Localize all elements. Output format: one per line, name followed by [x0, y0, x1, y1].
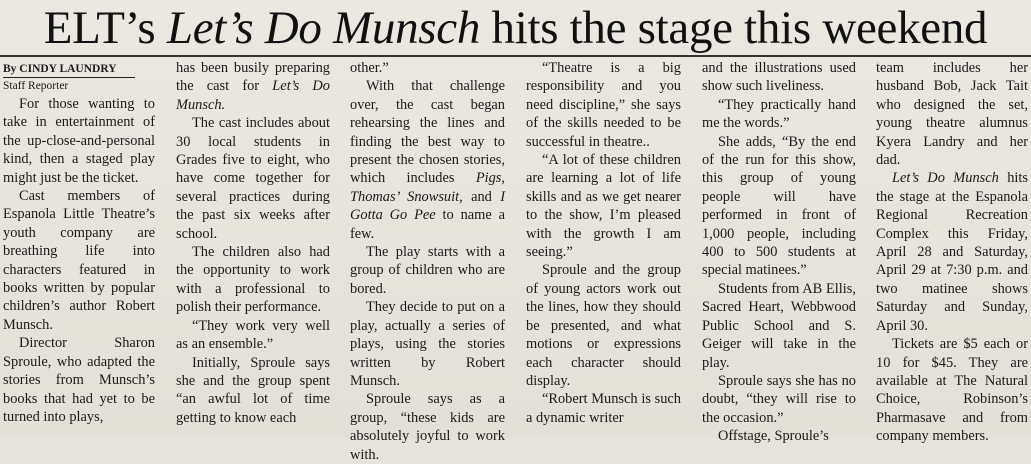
paragraph-text: has been busily preparing the cast for [176, 60, 330, 95]
paragraph: They decide to put on a play, actually a series of plays, using the stories written by Robert Munsch. [350, 299, 505, 389]
paragraph-text: With that challenge over, the cast began rehearsing the lines and finding the best way to present the chosen stories, which includes [350, 78, 505, 187]
paragraph-text: to name a few. [350, 207, 505, 242]
headline-rule [0, 55, 1031, 57]
column-3 [350, 59, 505, 464]
paragraph: Students from AB Ellis, Sacred Heart, Webbwood Public School and S. Geiger will take in the play. [702, 280, 856, 371]
paragraph [176, 59, 330, 114]
paragraph: “Robert Munsch is such a dynamic writer [526, 391, 681, 426]
paragraph: The play starts with a group of children who are bored. [350, 244, 505, 297]
play-title: Let’s Do Munsch. [176, 78, 330, 113]
paragraph: She adds, “By the end of the run for this show, this group of young people will have performed in front of 1,000 people, including 400 to 500 students at special matinees.” [702, 133, 856, 279]
headline-text-1: ELT’s [43, 2, 167, 54]
paragraph: For those wanting to take in entertainment of the up-close-and-personal kind, then a staged play might just be the ticket. [3, 96, 155, 186]
paragraph: “A lot of these children are learning a lot of life skills and as we get nearer to the show, I’m pleased with the growth I am seeing.” [526, 152, 681, 261]
column-6 [876, 59, 1028, 446]
paragraph: Cast members of Espanola Little Theatre’s youth company are breathing life into characters featured in books written by popular children’s author Robert Munsch. [3, 188, 155, 333]
play-title: Let’s Do Munsch [892, 170, 999, 187]
column-1 [3, 59, 155, 426]
paragraph [350, 77, 505, 243]
byline: By CINDY LAUNDRY [3, 62, 135, 78]
column-2 [176, 59, 330, 427]
paragraph-text: and [462, 188, 501, 205]
paragraph: Sproule says she has no doubt, “they will rise to the occasion.” [702, 372, 856, 426]
column-4 [526, 59, 681, 427]
paragraph: Sproule says as a group, “these kids are absolutely joyful to work with. [350, 391, 505, 463]
byline-role: Staff Reporter [3, 80, 69, 92]
paragraph: The cast includes about 30 local students in Grades five to eight, who have come together for several practices during the past six weeks after school. [176, 115, 330, 242]
paragraph: Initially, Sproule says she and the group spent “an awful lot of time getting to know each [176, 354, 330, 426]
paragraph: “They work very well as an ensemble.” [176, 317, 330, 353]
headline [0, 2, 1031, 54]
story-titles: Pigs, Thomas’ Snowsuit, [350, 170, 505, 205]
paragraph: “Theatre is a big responsibility and you need discipline,” she says of the skills needed to be successful in theatre.. [526, 60, 681, 150]
paragraph: Director Sharon Sproule, who adapted the stories from Munsch’s books that had yet to be turned into plays, [3, 335, 155, 425]
paragraph: team includes her husband Bob, Jack Tait who designed the set, young theatre alumnus Kyera Landry and her dad. [876, 60, 1028, 169]
paragraph: Tickets are $5 each or 10 for $45. They are available at The Natural Choice, Robinson’s Pharmasave and from company members. [876, 336, 1028, 445]
headline-text-2: hits the stage this weekend [480, 2, 988, 54]
paragraph: Sproule and the group of young actors work out the lines, how they should be presented, and what motions or expressions each character should display. [526, 262, 681, 389]
story-title: I Gotta Go Pee [350, 188, 505, 224]
paragraph: The children also had the opportunity to work with a professional to polish their performance. [176, 244, 330, 316]
paragraph: other.” [350, 60, 389, 76]
headline-title-italic: Let’s Do Munsch [166, 2, 481, 54]
paragraph: Offstage, Sproule’s [718, 428, 829, 445]
paragraph: “They practically hand me the words.” [702, 96, 856, 132]
paragraph-text: hits the stage at the Espanola Regional Recreation Complex this Friday, April 28 and Saturday, April 29 at 7:30 p.m. and two matinee shows Saturday and Sunday, April 30. [876, 170, 1028, 334]
paragraph [876, 169, 1028, 335]
column-5 [702, 59, 856, 446]
paragraph: and the illustrations used show such liveliness. [702, 60, 856, 95]
